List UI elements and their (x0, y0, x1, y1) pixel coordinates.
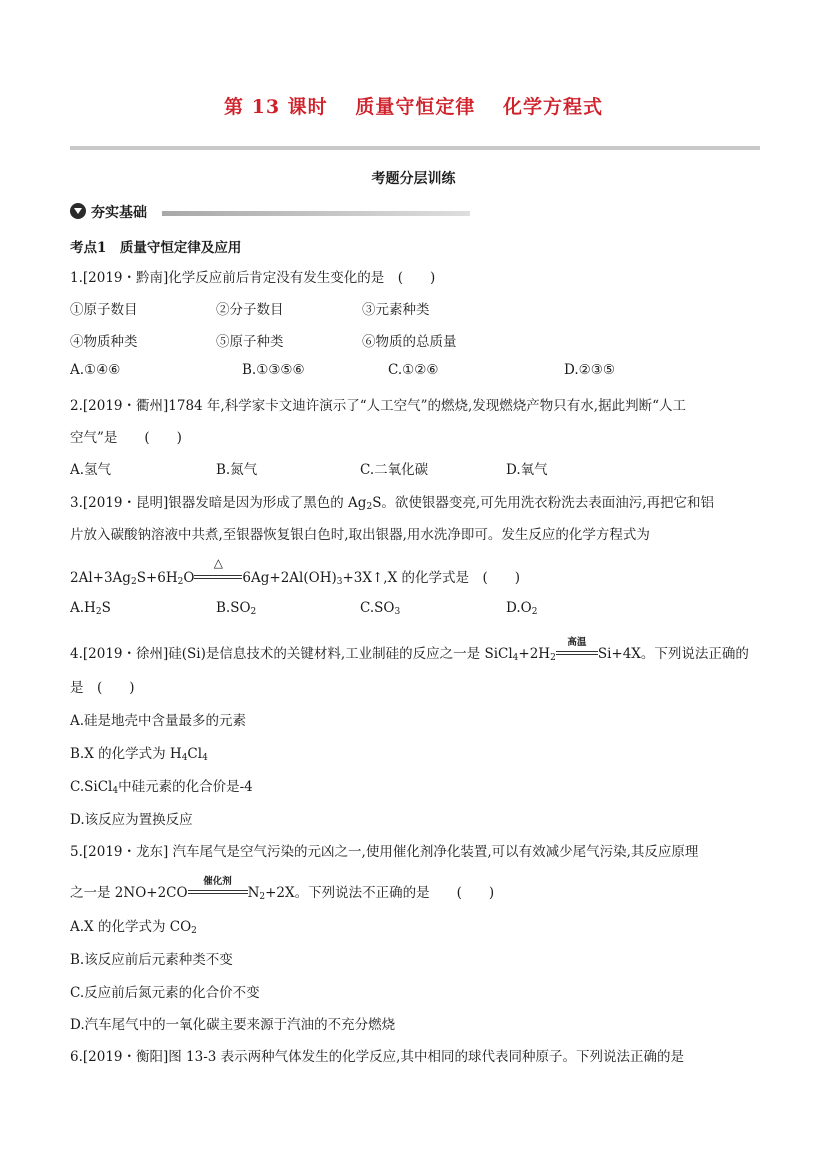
eq-part: O (183, 570, 195, 586)
q3-equation (70, 556, 521, 587)
q1-options (70, 362, 760, 380)
q5-stem-text: +2X。下列说法不正确的是 ( ) (265, 885, 495, 901)
q4-option-a: A.硅是地壳中含量最多的元素 (70, 713, 247, 729)
q4-option-d: D.该反应为置换反应 (70, 812, 193, 828)
opt-text: 中硅元素的化合价是-4 (118, 779, 253, 795)
subscript: 4 (202, 753, 208, 763)
q3-stem-line1 (70, 491, 714, 512)
q2-option-c: C.二氧化碳 (360, 462, 429, 478)
subscript: 3 (394, 607, 401, 617)
q2-options (70, 458, 760, 476)
subscript: 2 (177, 577, 184, 587)
subscript: 2 (531, 607, 538, 617)
q3-stem-line2: 片放入碳酸钠溶液中共煮,至银器恢复银白色时,取出银器,用水洗净即可。发生反应的化学方程式为 (70, 527, 650, 543)
lesson-number: 第 13 课时 (224, 96, 328, 118)
q3-stem-text: 3.[2019・昆明]银器发暗是因为形成了黑色的 Ag (70, 495, 367, 511)
q1-item-4: ④物质种类 (70, 334, 138, 350)
q5-stem-line2 (70, 876, 495, 902)
q4-stem-line1 (70, 637, 749, 663)
subscript: 4 (181, 753, 188, 763)
section-heading-text: 夯实基础 (91, 205, 147, 221)
section-heading (70, 202, 490, 222)
heating-triangle-icon: △ (213, 556, 224, 570)
q3-stem-text-2: S。欲使银器变亮,可先用洗衣粉洗去表面油污,再把它和铝 (372, 495, 715, 511)
section-heading-bar (162, 211, 470, 216)
subscript: 2 (366, 502, 373, 512)
opt-text: C.SO (360, 600, 395, 616)
eq-part: 2Al+3Ag (70, 570, 131, 586)
q5-stem-text: 之一是 2NO+2CO (70, 885, 188, 901)
opt-text: A.X 的化学式为 CO (70, 919, 192, 935)
q4-option-c (70, 775, 253, 796)
opt-text: A.H (70, 600, 96, 616)
triangle-down-icon (70, 203, 86, 219)
q1-item-3: ③元素种类 (362, 302, 430, 318)
q4-stem-text: +2H (518, 646, 551, 662)
q5-option-a (70, 915, 197, 936)
subscript: 2 (191, 926, 197, 936)
eq-part: 6Ag+2Al(OH) (242, 570, 337, 586)
q3-option-a (70, 600, 111, 617)
q5-option-c: C.反应前后氮元素的化合价不变 (70, 985, 260, 1001)
kaodian-heading: 考点1 质量守恒定律及应用 (70, 240, 242, 256)
subscript: 2 (259, 892, 266, 902)
subscript: 2 (550, 653, 556, 663)
subscript: 3 (336, 577, 343, 587)
lesson-topic-1: 质量守恒定律 (355, 96, 476, 118)
q6-stem-line1: 6.[2019・衡阳]图 13-3 表示两种气体发生的化学反应,其中相同的球代表同种原子。下列说法正确的是 (70, 1049, 684, 1065)
q1-item-6: ⑥物质的总质量 (362, 334, 457, 350)
q2-option-b: B.氮气 (216, 462, 258, 478)
title-divider (70, 146, 760, 150)
q1-item-5: ⑤原子种类 (216, 334, 284, 350)
q1-option-c: C.①②⑥ (388, 362, 439, 378)
opt-text: C.SiCl (70, 779, 113, 795)
q5-stem-text: N (247, 885, 260, 901)
q1-option-d: D.②③⑤ (564, 362, 615, 378)
page-title (0, 92, 827, 119)
opt-text: B.SO (216, 600, 251, 616)
q2-option-d: D.氧气 (506, 462, 548, 478)
reaction-condition-sign (556, 637, 598, 658)
opt-text: B.X 的化学式为 H (70, 746, 182, 762)
q1-stem: 1.[2019・黔南]化学反应前后肯定没有发生变化的是 ( ) (70, 270, 436, 286)
subscript: 2 (130, 577, 137, 587)
q5-option-d: D.汽车尾气中的一氧化碳主要来源于汽油的不充分燃烧 (70, 1017, 396, 1033)
q2-stem-line2: 空气”是 ( ) (70, 430, 182, 446)
q2-option-a: A.氢气 (70, 462, 112, 478)
q4-stem-text: 4.[2019・徐州]硅(Si)是信息技术的关键材料,工业制硅的反应之一是 SiCl (70, 646, 513, 662)
q1-option-a: A.①④⑥ (70, 362, 121, 378)
subscript: 4 (112, 786, 119, 796)
q1-items-row2 (70, 330, 760, 348)
subscript: 2 (95, 607, 102, 617)
opt-text: Cl (187, 746, 203, 762)
lesson-topic-2: 化学方程式 (502, 96, 603, 118)
condition-label: 高温 (567, 637, 587, 648)
q4-option-b (70, 742, 208, 763)
eq-part: S+6H (136, 570, 178, 586)
opt-text: D.O (506, 600, 532, 616)
q4-stem-text: Si+4X。下列说法正确的 (597, 646, 749, 662)
opt-text: S (101, 600, 111, 616)
condition-label: 催化剂 (203, 876, 232, 887)
q1-items-row1 (70, 298, 760, 316)
reaction-condition-sign (188, 876, 248, 897)
reaction-condition-sign (194, 556, 242, 582)
q5-option-b: B.该反应前后元素种类不变 (70, 952, 233, 968)
q4-stem-line2: 是 ( ) (70, 680, 135, 696)
subtitle: 考题分层训练 (371, 171, 456, 187)
q3-option-d (506, 600, 537, 617)
eq-part: +3X↑,X 的化学式是 ( ) (342, 570, 521, 586)
q3-option-b (216, 600, 256, 617)
q1-item-2: ②分子数目 (216, 302, 284, 318)
q2-stem-line1: 2.[2019・衢州]1784 年,科学家卡文迪许演示了“人工空气”的燃烧,发现燃烧产物只有水,据此判断“人工 (70, 398, 686, 414)
q3-option-c (360, 600, 400, 617)
subscript: 2 (250, 607, 257, 617)
q1-item-1: ①原子数目 (70, 302, 138, 318)
q3-options (70, 600, 760, 618)
subscript: 4 (512, 653, 519, 663)
q5-stem-line1: 5.[2019・龙东] 汽车尾气是空气污染的元凶之一,使用催化剂净化装置,可以有效减少尾气污染,其反应原理 (70, 844, 699, 860)
q1-option-b: B.①③⑤⑥ (242, 362, 305, 378)
